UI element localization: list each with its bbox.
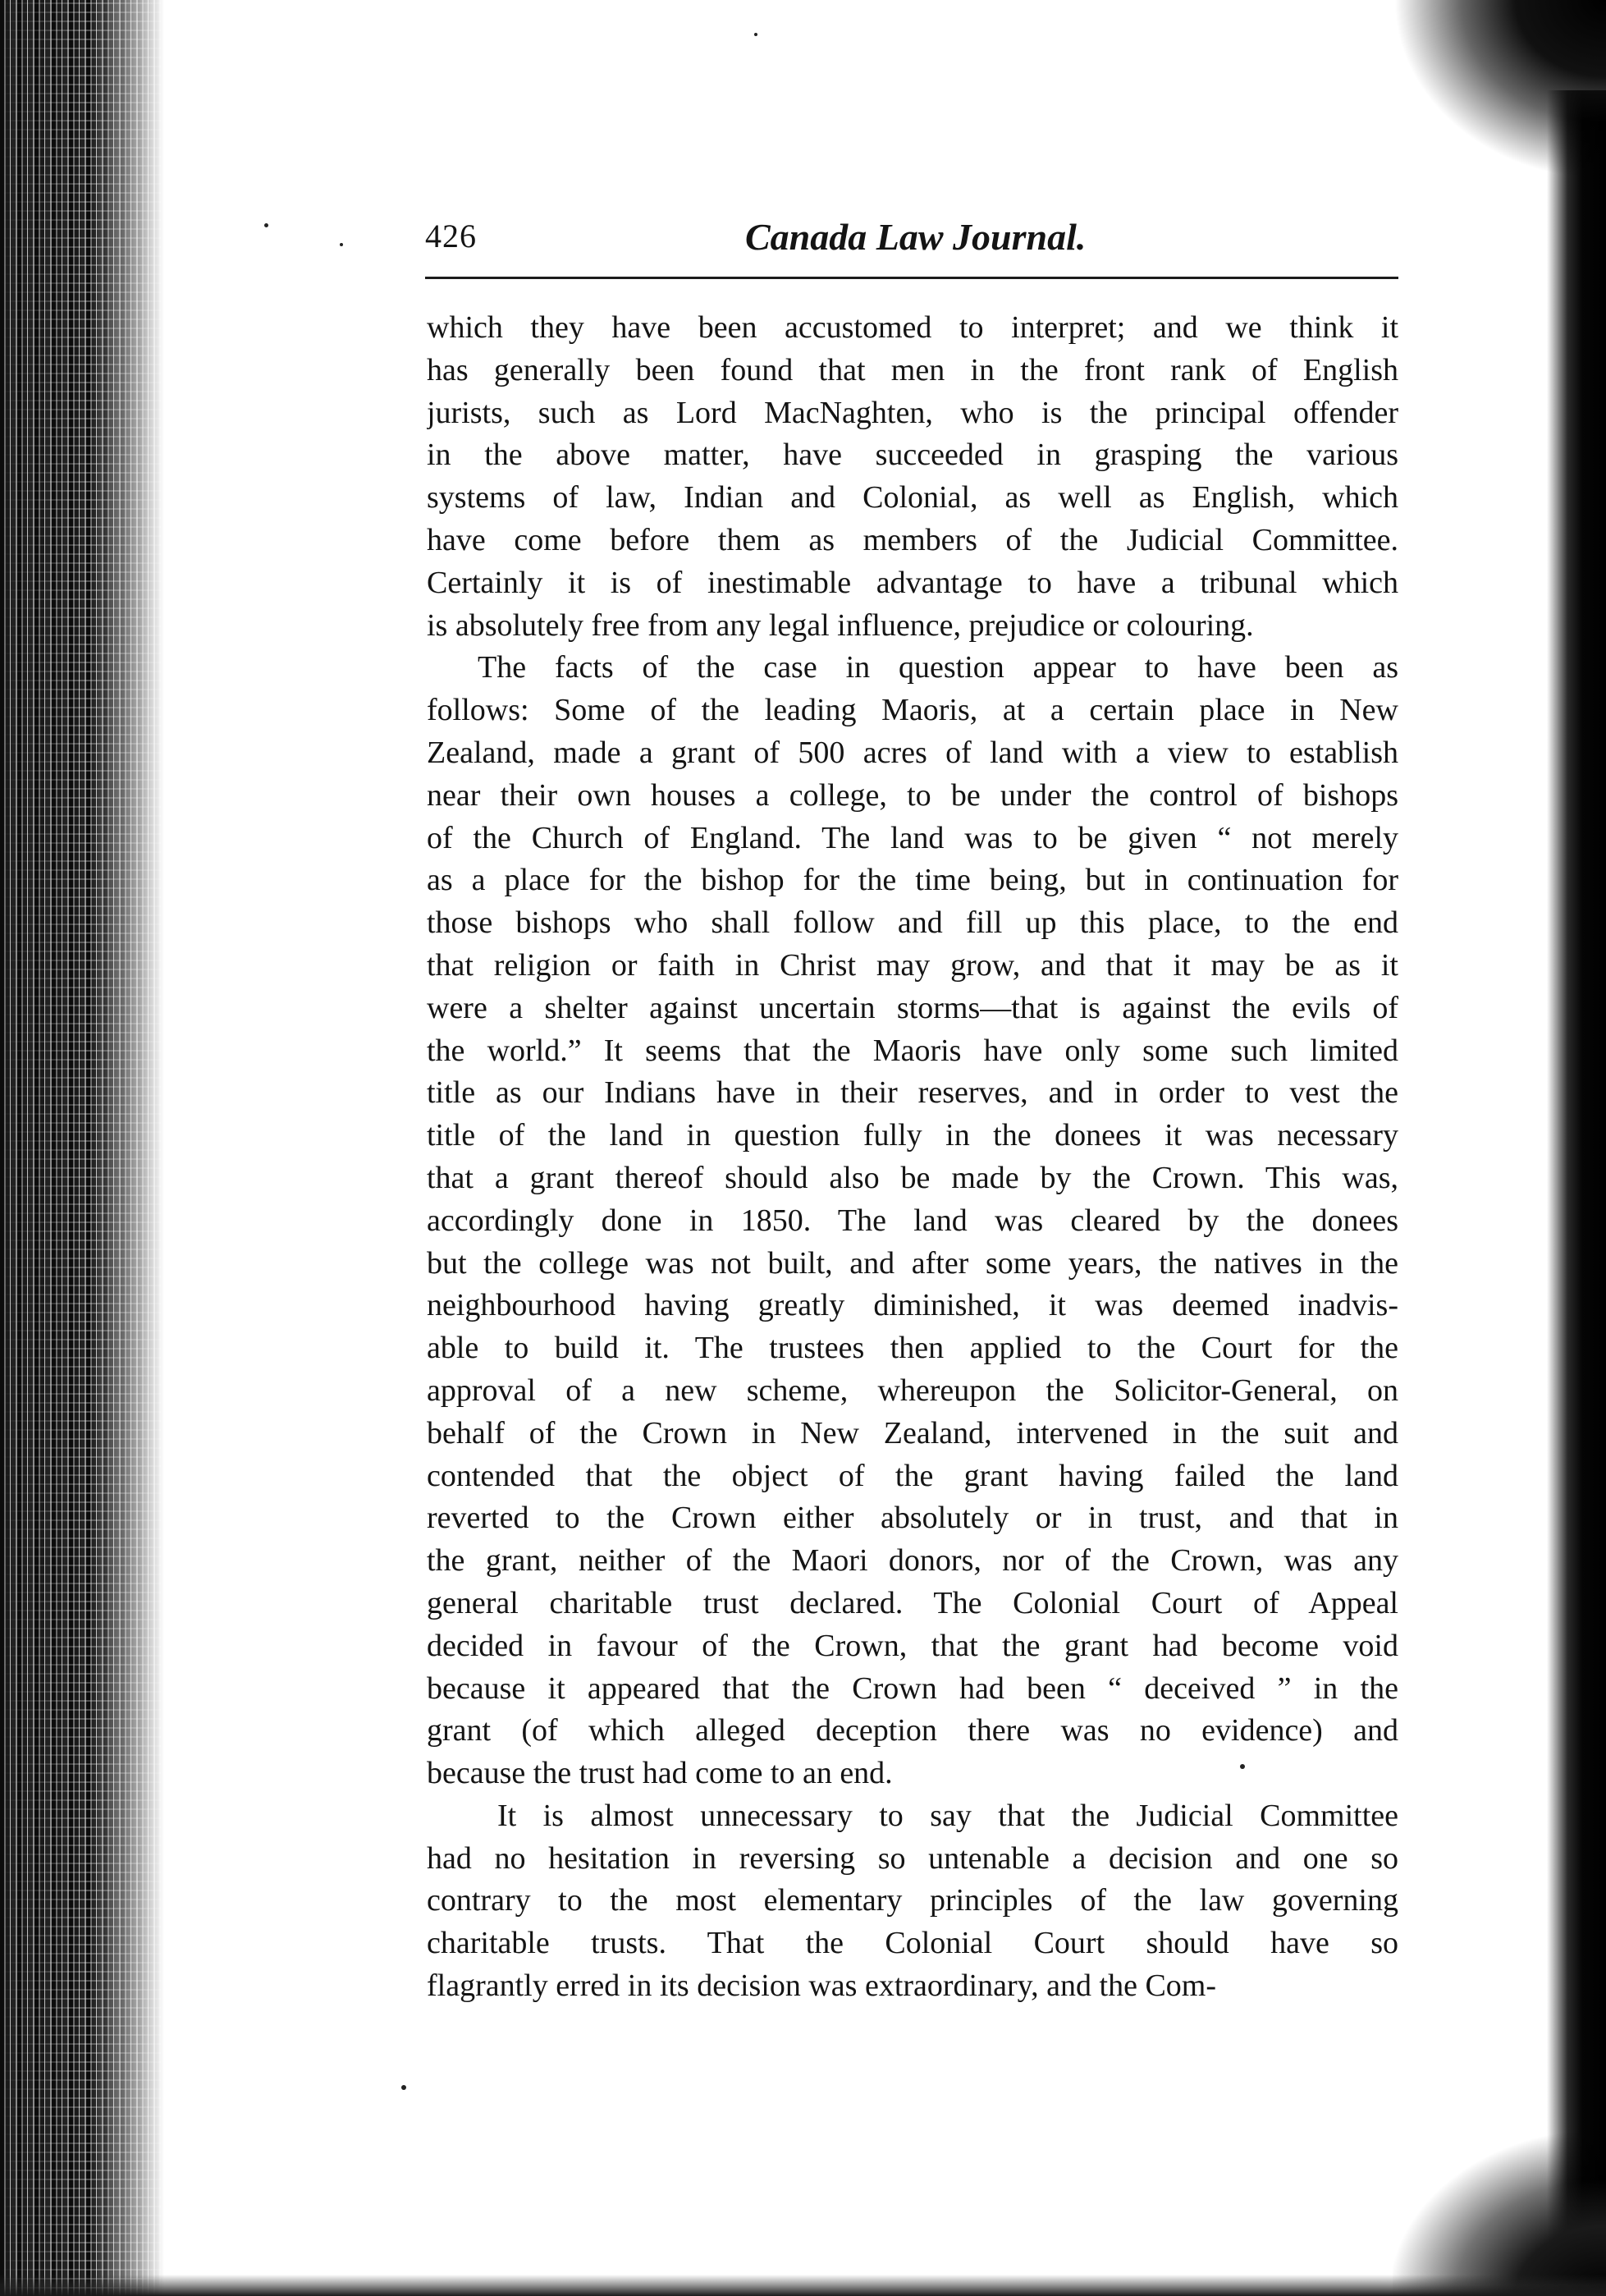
text-line: flagrantly erred in its decision was extraordinary, and the Com- [427,1968,1217,2004]
page-number: 426 [425,218,477,254]
text-line: behalf of the Crown in New Zealand, intervened in the suit and [427,1415,1398,1450]
right-edge-shadow [1547,90,1606,2296]
scan-speck [340,243,343,246]
text-line: It is almost unnecessary to say that the Judicial Committee [497,1798,1398,1833]
text-line: Zealand, made a grant of 500 acres of land with a view to establish [427,735,1398,770]
text-line: that a grant thereof should also be made by the Crown. This was, [427,1160,1398,1195]
paragraph-p3 [427,1795,1398,2008]
running-title: Canada Law Journal. [745,216,1087,258]
bottom-edge-shadow [0,2275,1606,2296]
text-line: because the trust had come to an end. [427,1756,893,1791]
text-line: of the Church of England. The land was to be given “ not merely [427,820,1398,855]
text-line: accordingly done in 1850. The land was cleared by the donees [427,1203,1398,1238]
scan-speck [754,33,757,36]
text-line: grant (of which alleged deception there was no evidence) and [427,1713,1398,1748]
text-line: near their own houses a college, to be under the control of bishops [427,777,1398,813]
text-line: The facts of the case in question appear to have been as [478,650,1398,685]
text-line: systems of law, Indian and Colonial, as well as English, which [427,480,1398,516]
body-text [427,307,1398,2008]
text-line: that religion or faith in Christ may grow, and that it may be as it [427,947,1398,983]
text-line: but the college was not built, and after some years, the natives in the [427,1245,1398,1281]
text-line: title as our Indians have in their reserves, and in order to vest the [427,1075,1398,1111]
text-line: contended that the object of the grant having failed the land [427,1458,1398,1493]
scan-speck [264,223,268,227]
text-line: because it appeared that the Crown had been “ deceived ” in the [427,1670,1398,1706]
text-line: able to build it. The trustees then applied to the Court for the [427,1331,1398,1366]
scan-speck [401,2085,406,2090]
text-line: Certainly it is of inestimable advantage to have a tribunal which [427,565,1398,600]
paragraph-p2 [427,647,1398,1795]
top-right-corner-shadow [1393,0,1606,181]
text-line: were a shelter against uncertain storms—that is against the evils of [427,990,1398,1025]
text-line: general charitable trust declared. The Colonial Court of Appeal [427,1585,1398,1620]
text-line: decided in favour of the Crown, that the grant had become void [427,1628,1398,1663]
paragraph-p1 [427,307,1398,647]
text-line: which they have been accustomed to interpret; and we think it [427,310,1398,345]
header-rule [425,277,1398,279]
page-header [425,215,1398,273]
text-line: charitable trusts. That the Colonial Court should have so [427,1926,1398,1961]
text-line: the world.” It seems that the Maoris have only some such limited [427,1033,1398,1068]
text-line: have come before them as members of the Judicial Committee. [427,522,1398,557]
text-line: in the above matter, have succeeded in grasping the various [427,438,1398,473]
text-line: as a place for the bishop for the time being, but in continuation for [427,863,1398,898]
text-line: is absolutely free from any legal influence, prejudice or colouring. [427,607,1254,643]
text-line: had no hesitation in reversing so untenable a decision and one so [427,1840,1398,1876]
text-line: neighbourhood having greatly diminished, it was deemed inadvis- [427,1288,1398,1323]
text-line: reverted to the Crown either absolutely or in trust, and that in [427,1501,1398,1536]
text-line: follows: Some of the leading Maoris, at a certain place in New [427,693,1398,728]
text-line: title of the land in question fully in the donees it was necessary [427,1118,1398,1153]
text-line: jurists, such as Lord MacNaghten, who is the principal offender [427,395,1398,430]
left-binding-texture [0,0,189,2296]
bottom-right-corner-shadow [1393,2132,1606,2296]
text-line: those bishops who shall follow and fill up this place, to the end [427,905,1398,941]
text-line: the grant, neither of the Maori donors, nor of the Crown, was any [427,1543,1398,1579]
text-line: contrary to the most elementary principles of the law governing [427,1883,1398,1918]
text-line: approval of a new scheme, whereupon the Solicitor-General, on [427,1373,1398,1408]
text-line: has generally been found that men in the front rank of English [427,352,1398,387]
